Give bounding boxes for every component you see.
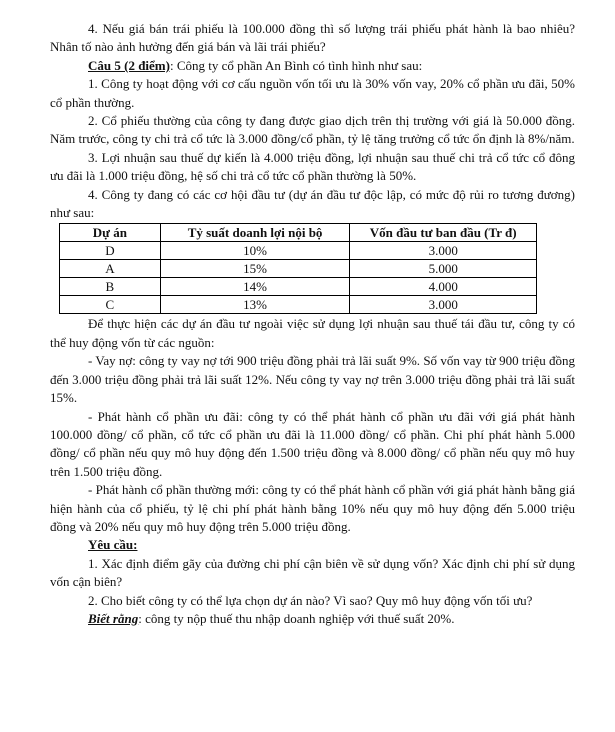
table-header-row — [60, 224, 537, 242]
table-cell: 4.000 — [350, 278, 537, 296]
funding-debt: - Vay nợ: công ty vay nợ tới 900 triệu đồng phải trả lãi suất 9%. Số vốn vay từ 900 triệu đồng đến 3.000 triệu đồng phải trả lãi suất 12%. Nếu công ty vay nợ trên 3.000 triệu đồng phải trả lãi suất 15%. — [50, 353, 575, 406]
note-line — [50, 610, 575, 628]
table-row — [60, 260, 537, 278]
funding-intro: Để thực hiện các dự án đầu tư ngoài việc sử dụng lợi nhuận sau thuế tái đầu tư, công ty có thể huy động vốn từ các nguồn: — [50, 316, 575, 350]
table-cell: 14% — [160, 278, 350, 296]
table-cell: 15% — [160, 260, 350, 278]
table-row — [60, 296, 537, 314]
table-cell: D — [60, 242, 161, 260]
item-4-text: 4. Công ty đang có các cơ hội đầu tư (dự án đầu tư độc lập, có mức độ rủi ro tương đương) như sau: — [50, 186, 575, 221]
item-2-text: 2. Cổ phiếu thường của công ty đang được giao dịch trên thị trường với giá là 50.000 đồng. Năm trước, công ty chi trả cổ tức là 3.000 đồng/cổ phần, tỷ lệ tăng trưởng cổ tức ổn định là 8%/năm. — [50, 113, 575, 147]
funding-common: - Phát hành cổ phần thường mới: công ty có thể phát hành cổ phần với giá phát hành bằng giá hiện hành của cổ phiếu, tỷ lệ chi phí phát hành bằng 10% nếu quy mô huy động đến 5.000 triệu đồng và 20% nếu quy mô huy động trên 5.000 triệu đồng. — [50, 482, 575, 534]
header-initial-capital: Vốn đầu tư ban đầu (Tr đ) — [350, 224, 537, 242]
table-cell: 5.000 — [350, 260, 537, 278]
item-1-text: 1. Công ty hoạt động với cơ cấu nguồn vốn tối ưu là 30% vốn vay, 20% cổ phần ưu đãi, 50% cổ phần thường. — [50, 76, 575, 110]
table-row — [60, 242, 537, 260]
table-cell: C — [60, 296, 161, 314]
table-cell: 13% — [160, 296, 350, 314]
cau5-label: Câu 5 (2 điểm) — [88, 57, 170, 73]
requirement-2: 2. Cho biết công ty có thể lựa chọn dự án nào? Vì sao? Quy mô huy động vốn tối ưu? — [88, 592, 533, 608]
cau5-heading — [50, 57, 575, 75]
question-4-text: 4. Nếu giá bán trái phiếu là 100.000 đồng thì số lượng trái phiếu phát hành là bao nhiêu? Nhân tố nào ảnh hưởng đến giá bán và lãi trái phiếu? — [50, 21, 575, 55]
table-row — [60, 278, 537, 296]
investment-table — [59, 223, 537, 314]
table-cell: 10% — [160, 242, 350, 260]
header-irr: Tỷ suất doanh lợi nội bộ — [160, 224, 350, 242]
table-cell: 3.000 — [350, 296, 537, 314]
funding-preferred: - Phát hành cổ phần ưu đãi: công ty có thể phát hành cổ phần ưu đãi với giá phát hành 100.000 đồng/ cổ phần, cổ tức cổ phần ưu đãi là 11.000 đồng/ cổ phần. Chi phí phát hành 5.000 đồng/ cổ phần nếu quy mô huy động đến 1.500 triệu đồng và 8.000 đồng/ cổ phần nếu quy mô huy trên 1.500 triệu đồng. — [50, 408, 575, 479]
table-cell: 3.000 — [350, 242, 537, 260]
requirements-label: Yêu cầu: — [88, 537, 138, 553]
item-3-text: 3. Lợi nhuận sau thuế dự kiến là 4.000 triệu đồng, lợi nhuận sau thuế chi trả cổ tức cổ đông ưu đãi là 1.000 triệu đồng, hệ số chi trả cổ tức cổ phần thường là 50%. — [50, 149, 575, 184]
requirements-heading — [50, 536, 575, 554]
note-text: : công ty nộp thuế thu nhập doanh nghiệp với thuế suất 20%. — [138, 610, 455, 626]
table-cell: B — [60, 278, 161, 296]
note-label: Biết rằng — [88, 610, 139, 626]
table-cell: A — [60, 260, 161, 278]
cau5-intro: : Công ty cổ phần An Bình có tình hình như sau: — [169, 57, 423, 73]
requirement-1: 1. Xác định điểm gãy của đường chi phí cận biên về sử dụng vốn? Xác định chi phí sử dụng vốn cận biên? — [50, 555, 575, 590]
header-du-an: Dự án — [60, 224, 161, 242]
